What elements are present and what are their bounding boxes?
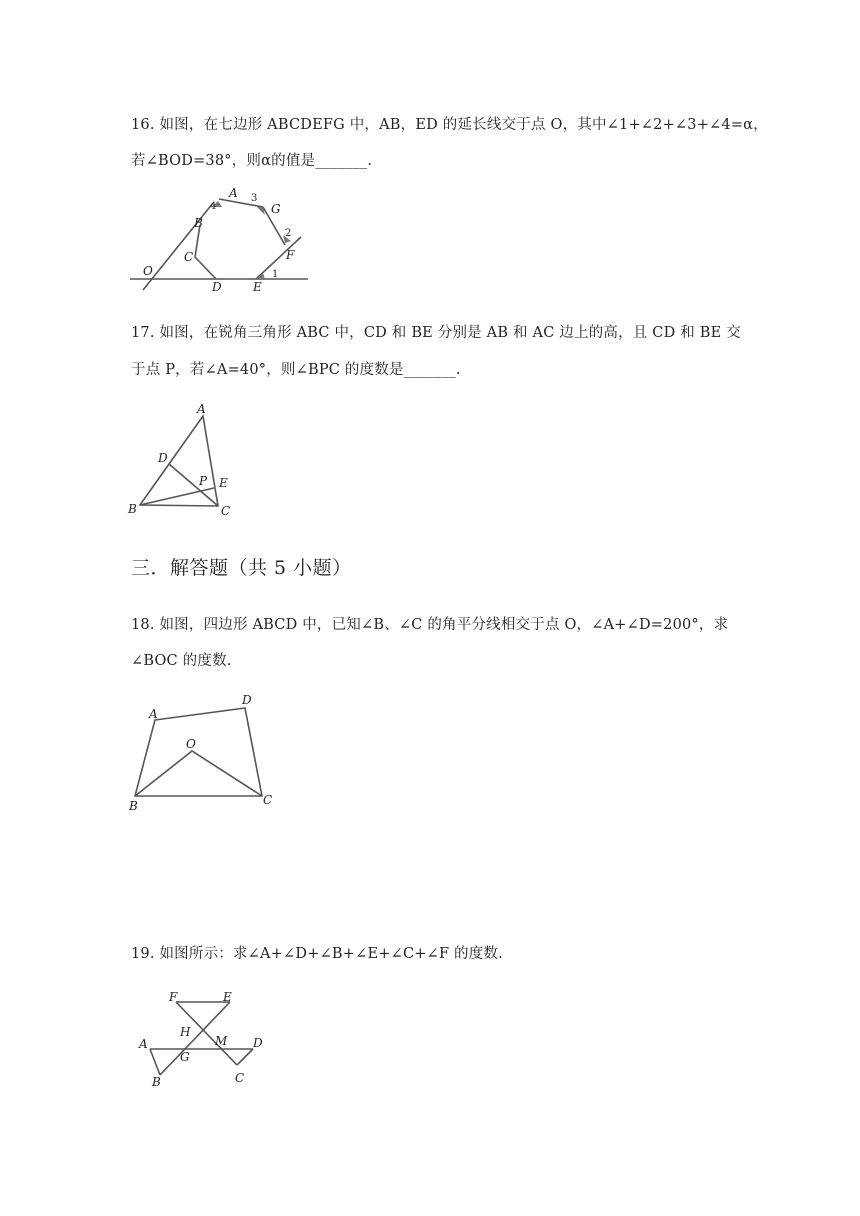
q17-triangle-figure [125,398,245,520]
q17-label-A: A [197,402,206,416]
q17-label-D: D [158,451,168,465]
q18-label-D: D [242,693,252,707]
q18-text-line1: 18. 如图，四边形 ABCD 中，已知∠B、∠C 的角平分线相交于点 O，∠A+∠D=200°，求 [131,617,729,633]
q16-label-G: G [271,202,281,216]
q16-label-1: 1 [272,269,279,280]
q17-label-B: B [128,502,137,516]
q16-text-line1: 16. 如图，在七边形 ABCDEFG 中，AB，ED 的延长线交于点 O，其中∠1+∠2+∠3+∠4=α， [131,117,768,133]
q17-altitude-CD [169,464,218,506]
q16-heptagon-figure [125,185,325,295]
q18-bisectors-BO-CO [135,751,262,796]
q18-text-line2: ∠BOC 的度数. [131,653,232,669]
q17-label-P: P [199,474,208,488]
q16-label-E: E [253,280,262,294]
q19-label-G: G [180,1050,190,1064]
q16-label-3: 3 [251,193,258,204]
q17-text-line2: 于点 P，若∠A=40°，则∠BPC 的度数是_______. [131,362,461,378]
q18-quadrilateral-figure [125,688,285,814]
q16-label-C: C [184,250,194,264]
q19-label-A: A [139,1037,148,1051]
q19-label-D: D [253,1036,263,1050]
q19-star-figure [130,985,275,1090]
q18-label-O: O [186,737,196,751]
q19-label-E: E [223,990,232,1004]
q17-text-line1: 17. 如图，在锐角三角形 ABC 中，CD 和 BE 分别是 AB 和 AC 边上的高，且 CD 和 BE 交 [131,325,741,341]
q18-label-A: A [149,707,158,721]
q19-text-line1: 19. 如图所示：求∠A+∠D+∠B+∠E+∠C+∠F 的度数. [131,946,503,962]
q18-label-B: B [129,799,138,813]
q17-label-C: C [221,504,231,518]
q19-segment-AB [150,1049,160,1075]
q16-label-F: F [286,248,295,262]
q18-label-C: C [263,793,273,807]
q19-label-F: F [169,990,178,1004]
q16-sides-BCD [195,225,216,279]
q17-triangle-ABC [140,416,218,506]
q19-label-M: M [215,1034,228,1048]
q19-label-B: B [152,1075,161,1089]
q16-label-O: O [143,264,153,278]
q19-label-H: H [180,1025,191,1039]
q18-quadrilateral-ABCD [135,708,262,796]
q16-label-A: A [229,186,238,200]
section-heading: 三．解答题（共 5 小题） [131,557,352,579]
q16-label-D: D [212,280,222,294]
q16-text-line2: 若∠BOD=38°，则α的值是_______. [131,153,373,169]
q19-segment-DC [237,1049,253,1065]
q16-label-2: 2 [285,228,292,239]
q19-label-C: C [235,1071,245,1085]
q16-label-4: 4 [210,201,217,212]
q17-label-E: E [219,476,228,490]
q16-label-B: B [194,216,203,230]
